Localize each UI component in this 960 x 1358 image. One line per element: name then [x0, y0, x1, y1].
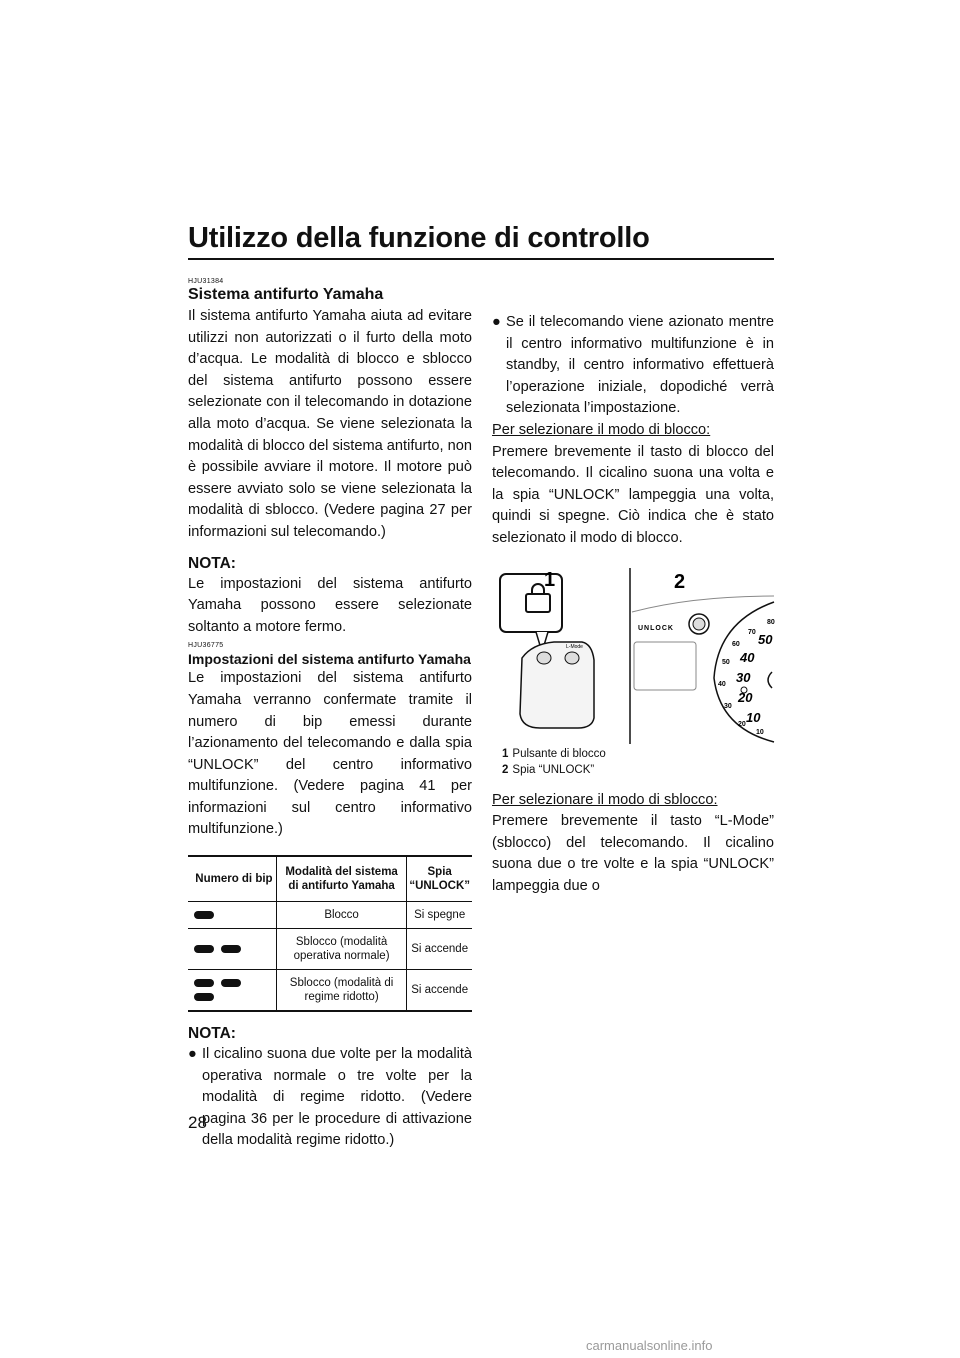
- unlock-lamp-lens: [693, 618, 705, 630]
- list-item: [492, 312, 774, 420]
- bullet-icon: ●: [188, 1046, 197, 1063]
- beep-count-cell: [188, 902, 276, 929]
- gauge-label-inner: 10: [746, 709, 761, 725]
- nota-label: NOTA:: [188, 554, 236, 572]
- lamp-cell: Si accende: [407, 970, 472, 1012]
- bullet-text: Se il telecomando viene azionato mentre il centro informativo multifunzione è in standby, il centro informativo effettuerà l’operazione iniziale, dopodiché verrà selezionata l’impostazione.: [506, 314, 774, 417]
- lock-heading: Per selezionare il modo di blocco:: [492, 421, 711, 438]
- section-code: HJU31384: [188, 278, 224, 285]
- mode-cell: Sblocco (modalità di regime ridotto): [276, 970, 406, 1012]
- lamp-cell: Si accende: [407, 929, 472, 970]
- mode-cell: Sblocco (modalità operativa normale): [276, 929, 406, 970]
- subsection-title: Impostazioni del sistema antifurto Yamaha: [188, 651, 471, 668]
- section-title: Sistema antifurto Yamaha: [188, 286, 384, 303]
- gauge-label-outer: 60: [732, 640, 740, 648]
- caption-2: 2 Spia “UNLOCK”: [502, 763, 595, 776]
- panel-outline: [632, 596, 774, 612]
- beep-icon: [194, 911, 214, 919]
- bullet-text: Il cicalino suona due volte per la modalità operativa normale o tre volte per la modalità di regime ridotto. (Vedere pagina 36 per le procedure di attivazione della modalità regime ridotto.): [202, 1046, 472, 1149]
- watermark: carmanualsonline.info: [586, 1338, 713, 1353]
- subsection-paragraph: Le impostazioni del sistema antifurto Yamaha verranno confermate tramite il numero di bip emessi durante l’azionamento del telecomando e dalla spia “UNLOCK” del centro informativo multifunzione. (Vedere pagina 41 per informazioni sul centro informativo multifunzione.): [188, 670, 472, 838]
- beep-icon: [194, 993, 214, 1001]
- display-window: [634, 642, 696, 690]
- gauge-label-outer: 30: [724, 702, 732, 710]
- beep-icon: [194, 979, 214, 987]
- gauge-label-outer: 10: [756, 728, 764, 736]
- callout-2: 2: [674, 570, 686, 593]
- table-row: [188, 902, 472, 929]
- unlock-heading: Per selezionare il modo di sblocco:: [492, 791, 718, 808]
- gauge-arc-icon: [768, 672, 772, 688]
- lamp-cell: Si spegne: [407, 902, 472, 929]
- beep-count-cell: [188, 970, 276, 1012]
- intro-paragraph: Il sistema antifurto Yamaha aiuta ad evitare utilizzi non autorizzati o il furto della moto d’acqua. Le modalità di blocco e sblocco del sistema antifurto possono essere selezionate con il telecomando in dotazione alla moto d’acqua. Se viene selezionata la modalità di blocco del sistema antifurto, non è possibile avviare il motore. Il motore può essere avviato solo se viene selezionata la modalità di sblocco. (Vedere pagina 27 per informazioni sul telecomando.): [188, 308, 472, 540]
- padlock-body-icon: [526, 594, 550, 612]
- subsection-code: HJU36775: [188, 642, 224, 650]
- left-column: [188, 276, 472, 1152]
- beep-count-cell: [188, 929, 276, 970]
- gauge-label-outer: 80: [767, 618, 775, 626]
- gauge-label-inner: 30: [736, 669, 751, 685]
- beep-table: [188, 855, 472, 1012]
- right-column: [492, 276, 774, 898]
- gauge-label-inner: 40: [740, 649, 755, 665]
- table-row: [188, 929, 472, 970]
- remote-control: [520, 642, 594, 728]
- gauge-label-outer: 70: [748, 628, 756, 636]
- table-header: Spia “UNLOCK”: [407, 856, 472, 902]
- gauge-label-inner: 20: [738, 689, 753, 705]
- gauge-label-outer: 50: [722, 658, 730, 666]
- page-title: Utilizzo della funzione di controllo: [188, 222, 650, 254]
- list-item: [188, 1044, 472, 1152]
- beep-icon: [221, 979, 241, 987]
- gauge-label-inner: 50: [758, 631, 773, 647]
- illustration-svg: [492, 568, 774, 744]
- table-header: Numero di bip: [188, 856, 276, 902]
- gauge-label-outer: 20: [738, 720, 746, 728]
- remote-and-gauge-illustration: [492, 568, 774, 744]
- beep-icon: [221, 945, 241, 953]
- page-number: 28: [188, 1113, 207, 1132]
- unlock-panel-label: UNLOCK: [638, 624, 674, 632]
- title-rule: [188, 258, 774, 260]
- bullet-icon: ●: [492, 314, 501, 330]
- table-header-row: [188, 856, 472, 902]
- lock-paragraph: Premere brevemente il tasto di blocco del telecomando. Il cicalino suona una volta e la spia “UNLOCK” lampeggia una volta, quindi si spegne. Ciò indica che è stato selezionato il modo di blocco.: [492, 443, 774, 546]
- gauge-label-outer: 40: [718, 680, 726, 688]
- table-row: [188, 970, 472, 1012]
- nota-text: Le impostazioni del sistema antifurto Yamaha possono essere selezionate soltanto a motore fermo.: [188, 575, 472, 635]
- beep-icon: [194, 945, 214, 953]
- nota-label: NOTA:: [188, 1025, 236, 1043]
- remote-lmode-button-icon: [565, 652, 579, 664]
- remote-lmode-label: L-Mode: [566, 643, 583, 650]
- table-header: Modalità del sistema di antifurto Yamaha: [276, 856, 406, 902]
- caption-1: 1 Pulsante di blocco: [502, 747, 606, 760]
- mode-cell: Blocco: [276, 902, 406, 929]
- unlock-paragraph: Premere brevemente il tasto “L-Mode” (sblocco) del telecomando. Il cicalino suona due o tre volte e la spia “UNLOCK” lampeggia due o: [492, 813, 774, 894]
- callout-1: 1: [544, 568, 556, 591]
- remote-lock-button-icon: [537, 652, 551, 664]
